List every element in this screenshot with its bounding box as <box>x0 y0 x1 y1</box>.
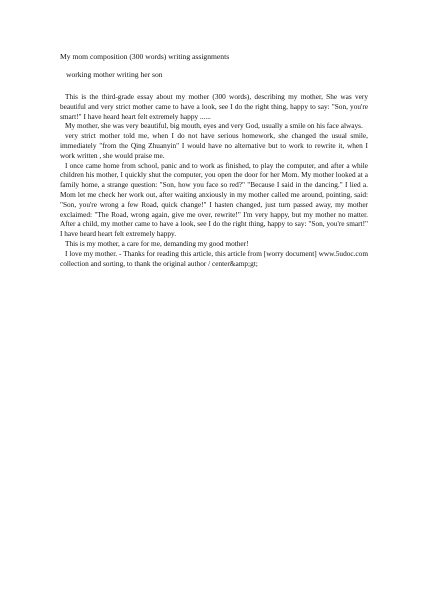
paragraph-strict: very strict mother told me, when I do not have serious homework, she changed the usual smile, immediately "from the Qing Zhuanyin" I would have no alternative but to work to rewrite it, when I work written , she would praise me. <box>60 131 368 160</box>
document-title: My mom composition (300 words) writing assignments <box>60 52 230 61</box>
paragraph-closing: I love my mother. - Thanks for reading this article, this article from [worry document] www.5udoc.com collection and sorting, to thank the original author / center&amp;gt; <box>60 248 368 268</box>
paragraph-intro: This is the third-grade essay about my mother (300 words), describing my mother, She was very beautiful and very strict mother came to have a look, see I do the right thing, happy to say: "Son, you're smart!" I have heard heart felt extremely happy ...... <box>60 92 368 121</box>
document-subtitle: working mother writing her son <box>66 70 163 79</box>
paragraph-story: I once came home from school, panic and to work as finished, to play the computer, and after a while children his mother, I quickly shut the computer, you open the door for her Mom. My mother looked at a family home, a strange question: "Son, how you face so red?" "Because I said in the dancing." I lied a. Mom let me check her work out, after waiting anxiously in my mother called me around, pointing, said: "Son, you're wrong a few Road, quick change!" I hasten changed, just turn passed away, my mother exclaimed: "The Road, wrong again, give me over, rewrite!" I'm very happy, but my mother no matter. After a child, my mother came to have a look, see I do the right thing, happy to say: "Son, you're smart!" I have heard heart felt extremely happy. <box>60 160 368 239</box>
paragraph-summary: This is my mother, a care for me, demanding my good mother! <box>65 238 249 248</box>
paragraph-appearance: My mother, she was very beautiful, big mouth, eyes and very God, usually a smile on his face always. <box>65 121 363 131</box>
